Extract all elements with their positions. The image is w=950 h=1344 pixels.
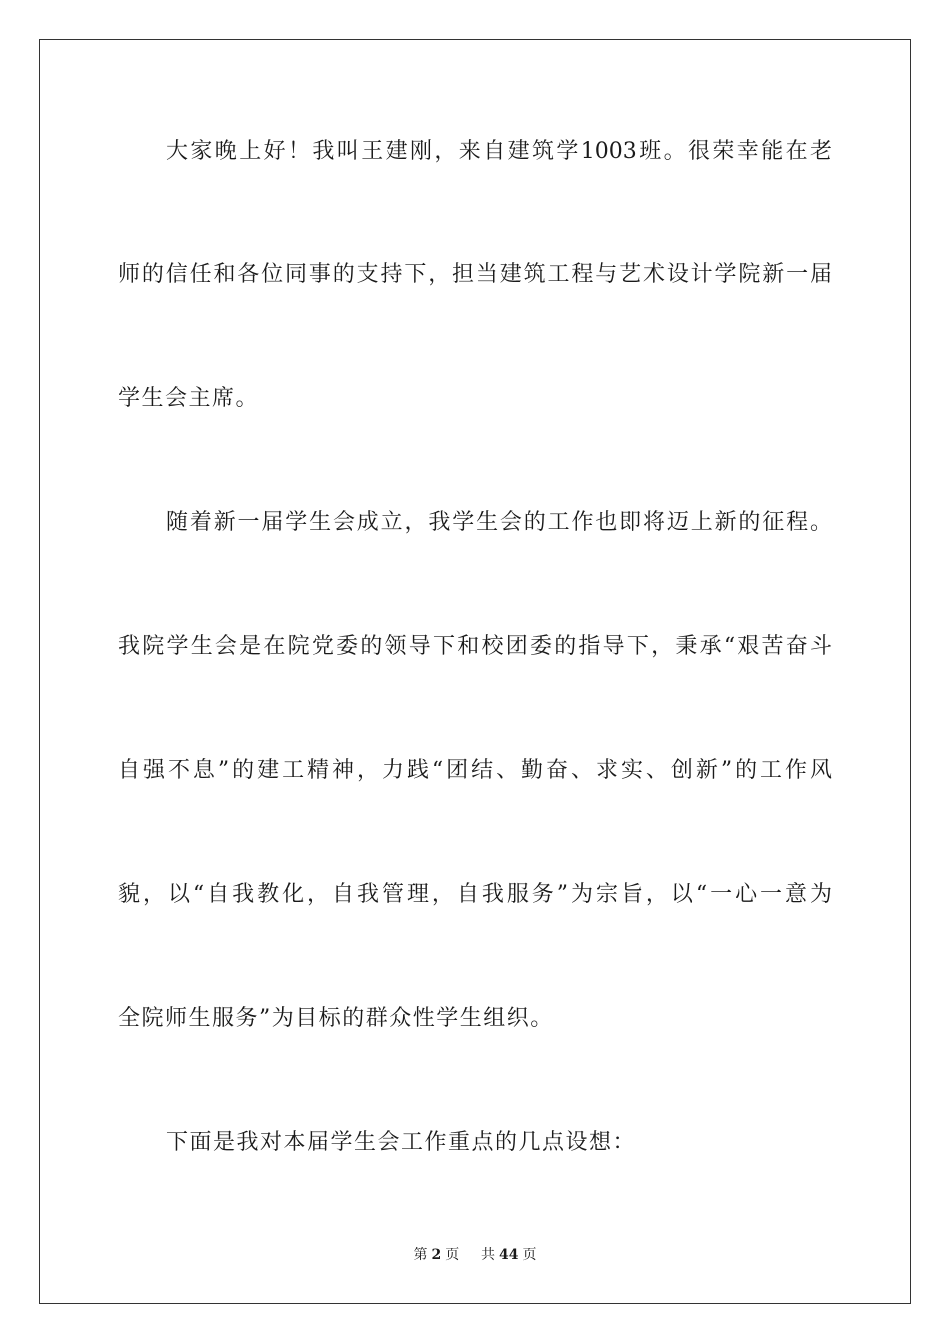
page-number: 2 xyxy=(431,1247,442,1263)
paragraph-1-line-3: 学生会主席。 xyxy=(118,386,260,411)
total-suffix: 页 xyxy=(522,1247,537,1263)
page-footer xyxy=(0,1246,950,1264)
paragraph-2-line-4: 貌，以“自我教化，自我管理，自我服务”为宗旨，以“一心一意为 xyxy=(118,882,832,907)
page-suffix: 页 xyxy=(445,1247,460,1263)
paragraph-2-line-2: 我院学生会是在院党委的领导下和校团委的指导下，秉承“艰苦奋斗 xyxy=(118,634,832,659)
page-prefix: 第 xyxy=(413,1247,428,1263)
paragraph-2-line-1: 随着新一届学生会成立，我学生会的工作也即将迈上新的征程。 xyxy=(166,510,832,535)
paragraph-1-line-2: 师的信任和各位同事的支持下，担当建筑工程与艺术设计学院新一届 xyxy=(118,262,832,287)
total-prefix: 共 xyxy=(481,1247,496,1263)
paragraph-2-line-5: 全院师生服务”为目标的群众性学生组织。 xyxy=(118,1006,554,1031)
paragraph-1-line-1: 大家晚上好！我叫王建刚，来自建筑学1003班。很荣幸能在老 xyxy=(166,139,832,164)
paragraph-2-line-3: 自强不息”的建工精神，力践“团结、勤奋、求实、创新”的工作风 xyxy=(118,758,832,783)
page-border xyxy=(39,39,911,1304)
paragraph-3-line-1: 下面是我对本届学生会工作重点的几点设想： xyxy=(166,1130,637,1155)
total-pages: 44 xyxy=(499,1247,519,1263)
